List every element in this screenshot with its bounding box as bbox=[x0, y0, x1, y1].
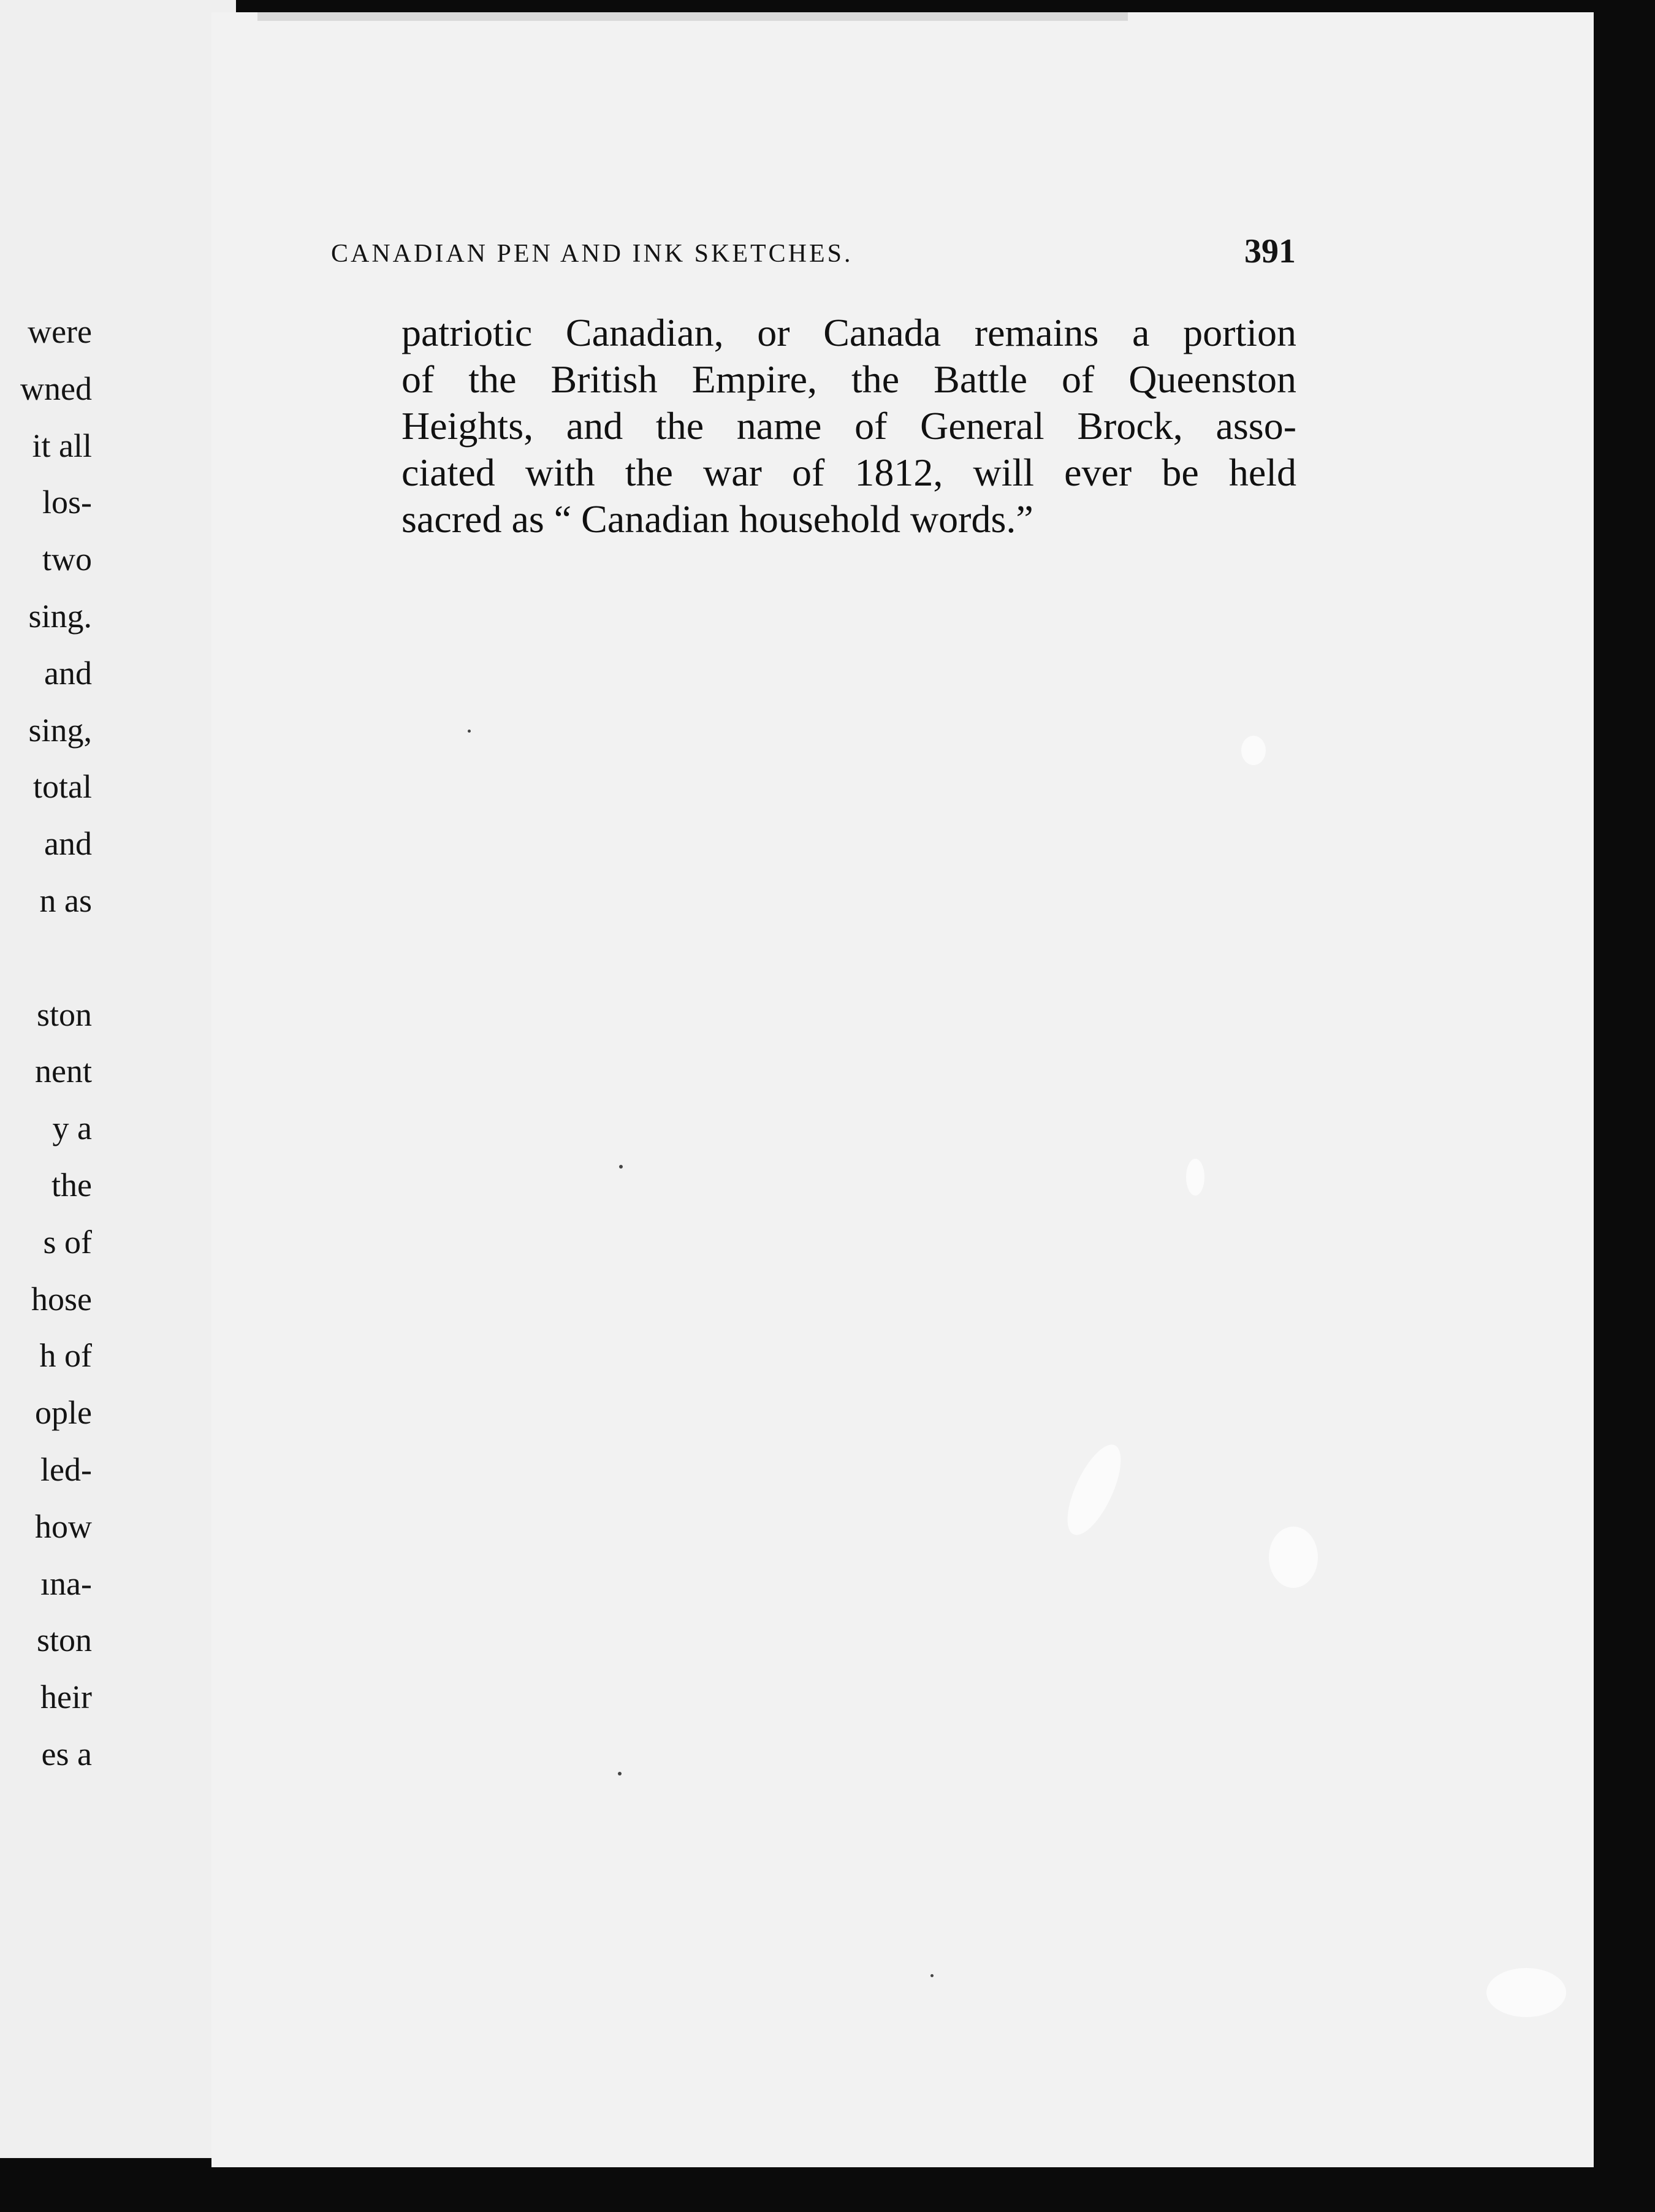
running-title: CANADIAN PEN AND INK SKETCHES. bbox=[331, 240, 853, 268]
previous-page-line: ston bbox=[36, 996, 92, 1033]
previous-page-line: n as bbox=[39, 882, 92, 919]
page-top-edge bbox=[257, 12, 1128, 21]
body-line: ciated with the war of 1812, will ever be held bbox=[401, 451, 1296, 494]
body-line: Heights, and the name of General Brock, asso- bbox=[401, 404, 1296, 448]
previous-page-line: heir bbox=[40, 1679, 92, 1716]
previous-page-line: how bbox=[35, 1508, 92, 1545]
previous-page-line: sing, bbox=[28, 711, 92, 749]
previous-page-line: h of bbox=[39, 1337, 92, 1375]
previous-page-line: wned bbox=[20, 370, 92, 407]
previous-page-text bbox=[0, 303, 92, 1783]
previous-page-line: y a bbox=[52, 1110, 92, 1147]
paper-speck bbox=[1057, 1438, 1132, 1542]
previous-page-fragment bbox=[0, 0, 236, 2158]
previous-page-line: nent bbox=[35, 1053, 92, 1090]
previous-page-line: the bbox=[51, 1166, 92, 1203]
body-line: patriotic Canadian, or Canada remains a portion bbox=[401, 311, 1296, 354]
ink-dot bbox=[930, 1974, 934, 1977]
previous-page-line: sing. bbox=[28, 597, 92, 635]
previous-page-line: s of bbox=[43, 1223, 92, 1260]
paper-speck bbox=[1241, 736, 1266, 765]
ink-dot bbox=[468, 730, 471, 733]
paper-speck bbox=[1486, 1968, 1566, 2017]
page-number: 391 bbox=[1244, 232, 1296, 270]
ink-dot bbox=[619, 1165, 623, 1169]
previous-page-line: es a bbox=[41, 1735, 92, 1772]
page-body-text bbox=[401, 310, 1505, 543]
body-line: of the British Empire, the Battle of Queenston bbox=[401, 357, 1296, 401]
previous-page-line: and bbox=[44, 825, 92, 863]
body-line: sacred as “ Canadian household words.” bbox=[401, 497, 1033, 541]
paper-speck bbox=[1269, 1527, 1318, 1588]
previous-page-line: it all bbox=[32, 427, 92, 464]
previous-page-line: and bbox=[44, 654, 92, 692]
paper-speck bbox=[1186, 1159, 1204, 1196]
previous-page-line: led- bbox=[40, 1451, 92, 1488]
previous-page-line: two bbox=[42, 541, 92, 578]
page-header bbox=[331, 232, 1312, 287]
previous-page-line: hose bbox=[31, 1280, 92, 1318]
previous-page-line: los- bbox=[42, 484, 92, 521]
previous-page-line: were bbox=[28, 313, 92, 350]
previous-page-line bbox=[0, 929, 92, 986]
previous-page-line: total bbox=[33, 768, 92, 806]
previous-page-line: ston bbox=[36, 1622, 92, 1659]
ink-dot bbox=[618, 1772, 622, 1775]
previous-page-line: ına- bbox=[40, 1565, 92, 1602]
previous-page-line: ople bbox=[35, 1394, 92, 1432]
